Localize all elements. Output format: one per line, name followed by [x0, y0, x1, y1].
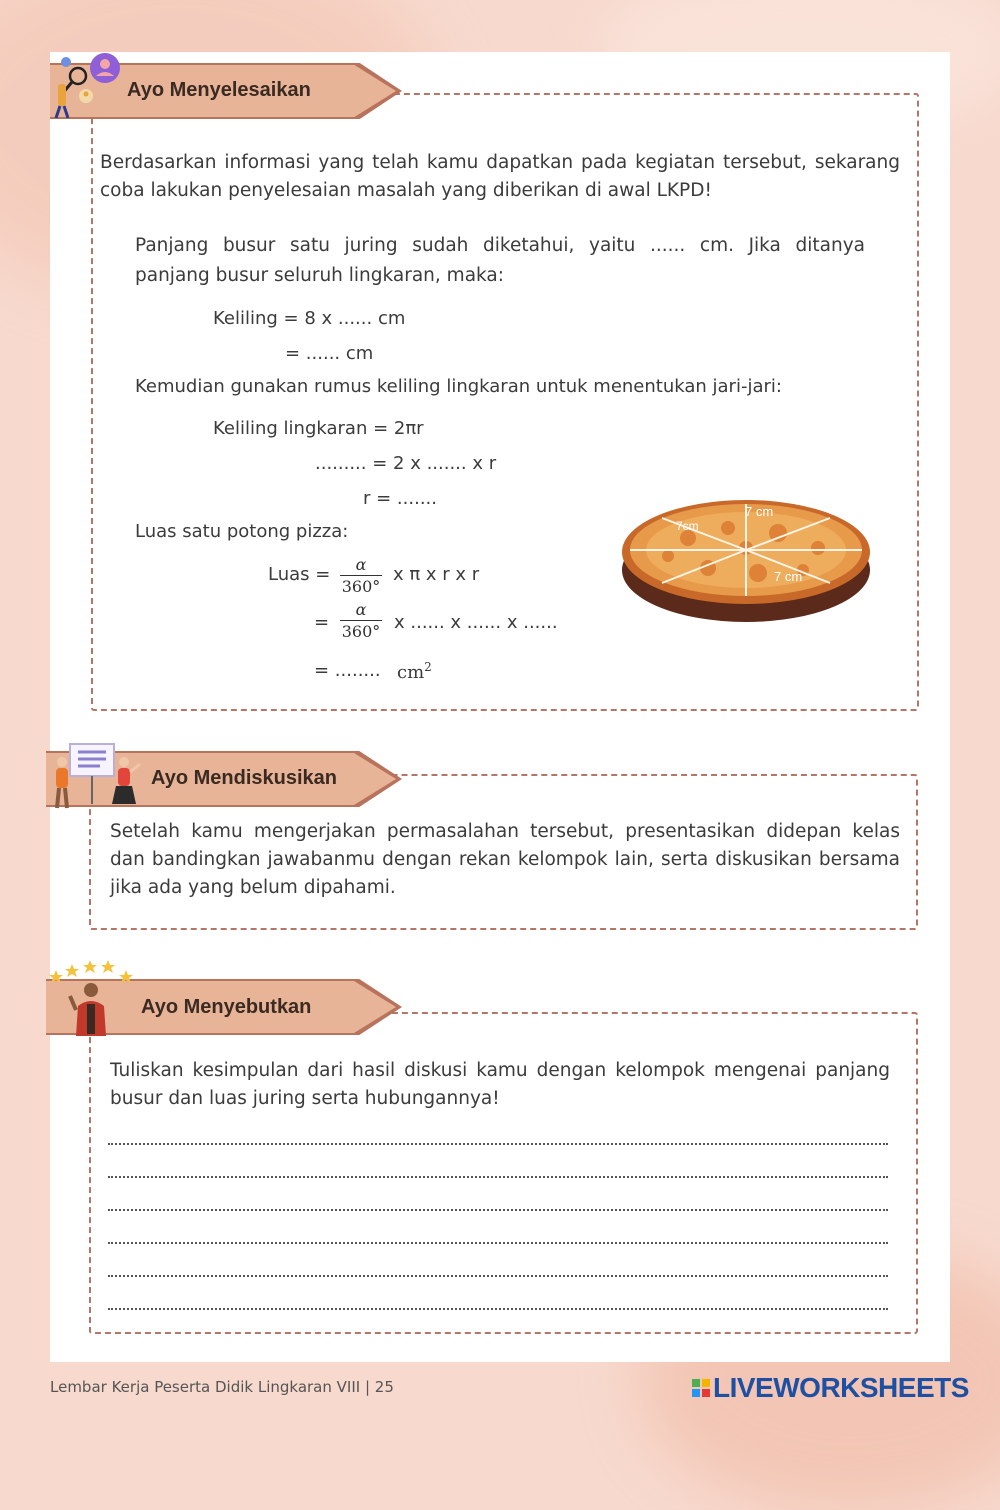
kemudian-text: Kemudian gunakan rumus keliling lingkaran untuk menentukan jari-jari:	[135, 376, 782, 397]
answer-line-2[interactable]	[108, 1173, 888, 1178]
rumus-line3: r = .......	[363, 488, 437, 509]
rumus-line1: Keliling lingkaran = 2πr	[213, 418, 424, 439]
answer-line-1[interactable]	[108, 1140, 888, 1145]
fraction-alpha-360-2	[338, 600, 384, 643]
answer-line-4[interactable]	[108, 1239, 888, 1244]
fraction-denominator: 360°	[341, 577, 381, 596]
presentation-icon	[50, 742, 146, 814]
liveworksheets-logo-icon	[692, 1379, 710, 1397]
menyebutkan-title: Ayo Menyebutkan	[141, 996, 312, 1018]
luas-rhs2: x ...... x ...... x ......	[394, 612, 558, 633]
answer-line-6[interactable]	[108, 1305, 888, 1310]
fraction-numerator: α	[355, 555, 367, 574]
fraction-alpha-360	[338, 555, 384, 598]
liveworksheets-brand: LIVEWORKSHEETS	[713, 1372, 969, 1403]
para1-line2: panjang busur seluruh lingkaran, maka:	[135, 265, 504, 286]
para1-line1: Panjang busur satu juring sudah diketahui, yaitu ...... cm. Jika ditanya	[135, 235, 865, 256]
pizza-label-right: 7 cm	[774, 569, 803, 584]
mendiskusikan-title: Ayo Mendiskusikan	[151, 767, 337, 789]
luas-rhs1: x π x r x r	[393, 564, 480, 585]
mendiskusikan-line1: Setelah kamu mengerjakan permasalahan tersebut, presentasikan didepan kelas	[110, 821, 900, 842]
luas-title: Luas satu potong pizza:	[135, 521, 349, 542]
keliling-line2: = ...... cm	[285, 343, 374, 364]
keliling-line1: Keliling = 8 x ...... cm	[213, 308, 406, 329]
unit-text: cm	[397, 662, 425, 683]
menyelesaikan-intro: Berdasarkan informasi yang telah kamu dapatkan pada kegiatan tersebut, sekarang coba lakukan penyelesaian masalah yang diberikan di awal LKPD!	[100, 152, 900, 201]
luas-eq-sign: =	[314, 612, 330, 633]
people-search-icon	[50, 50, 125, 120]
menyebutkan-line1: Tuliskan kesimpulan dari hasil diskusi kamu dengan kelompok mengenai panjang	[110, 1060, 890, 1081]
menyebutkan-line2: busur dan luas juring serta hubungannya!	[110, 1088, 500, 1109]
pizza-label-top: 7 cm	[745, 504, 774, 519]
pizza-illustration	[618, 488, 874, 628]
menyelesaikan-title: Ayo Menyelesaikan	[127, 79, 311, 101]
fraction-numerator: α	[355, 600, 367, 619]
footer-text: Lembar Kerja Peserta Didik Lingkaran VIII | 25	[50, 1378, 394, 1396]
liveworksheets-logo[interactable]	[692, 1372, 969, 1404]
unit-exponent: 2	[424, 660, 432, 674]
fraction-denominator: 360°	[341, 622, 381, 641]
rumus-line2: ......... = 2 x ....... x r	[315, 453, 497, 474]
answer-line-3[interactable]	[108, 1206, 888, 1211]
mendiskusikan-line3: jika ada yang belum dipahami.	[110, 877, 396, 898]
mendiskusikan-line2: dan bandingkan jawabanmu dengan rekan kelompok lain, serta diskusikan bersama	[110, 849, 900, 870]
answer-line-5[interactable]	[108, 1272, 888, 1277]
stars-teacher-icon	[46, 956, 136, 1038]
luas-label: Luas =	[268, 564, 331, 585]
luas-result: = ........	[314, 660, 381, 681]
luas-unit	[397, 660, 432, 683]
pizza-label-left: 7cm	[676, 519, 699, 533]
